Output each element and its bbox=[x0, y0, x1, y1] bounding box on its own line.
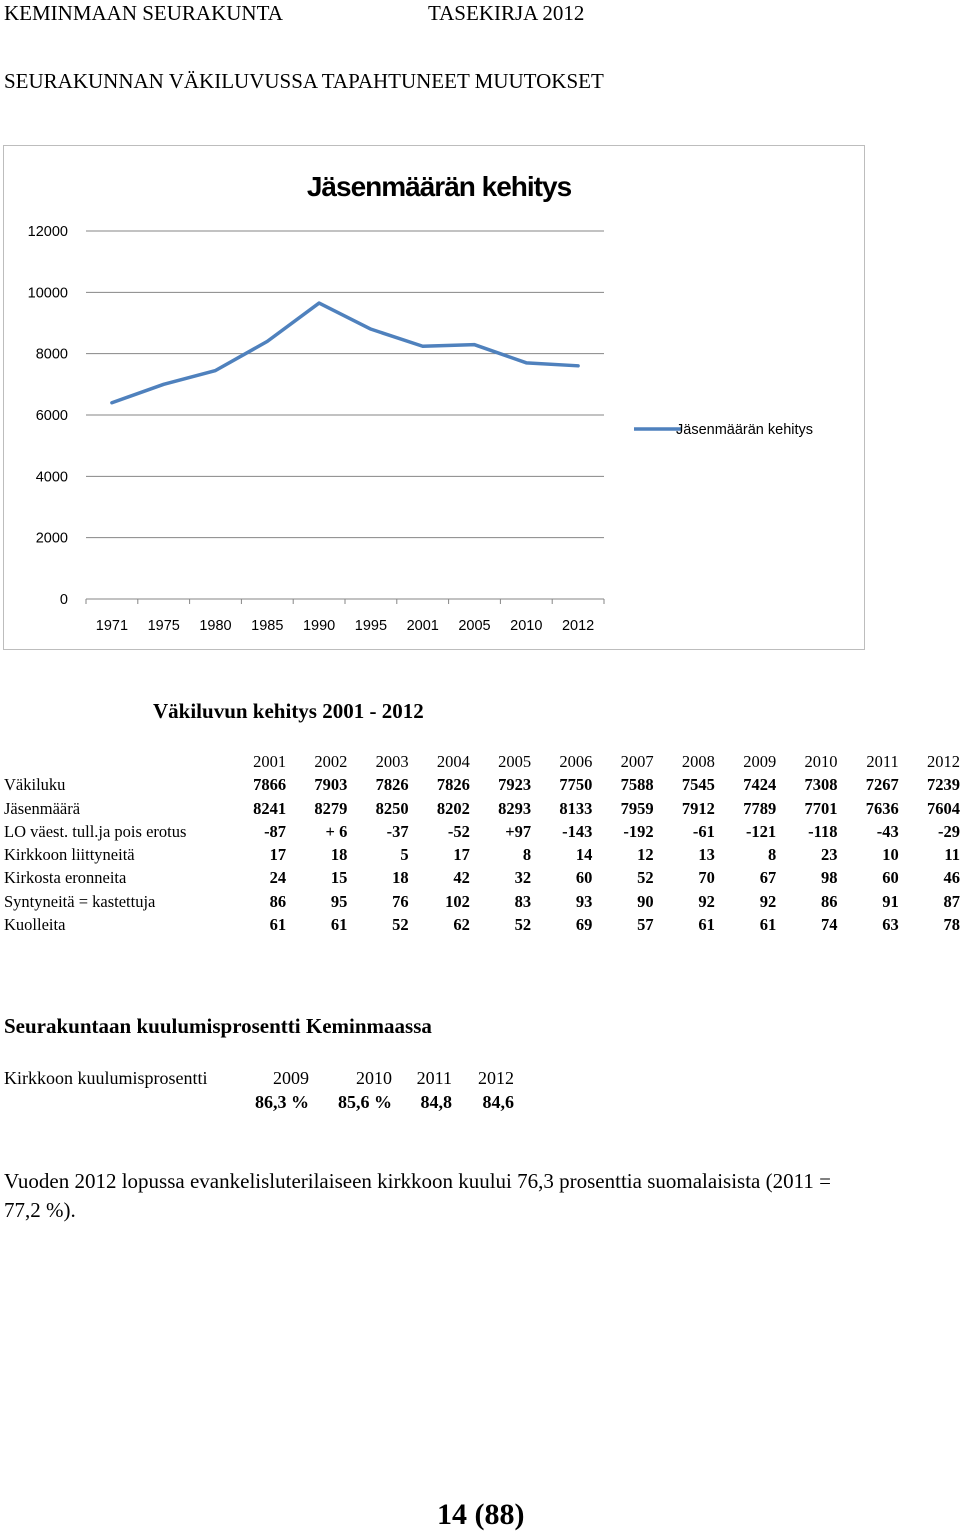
row-value: -121 bbox=[745, 821, 777, 841]
row-value: 78 bbox=[943, 915, 960, 935]
table-row bbox=[4, 866, 960, 889]
row-value: 52 bbox=[637, 868, 654, 888]
row-value: 92 bbox=[759, 891, 777, 911]
membership-year: 2009 bbox=[273, 1068, 309, 1088]
row-label: Kirkosta eronneita bbox=[4, 868, 127, 888]
row-value: 95 bbox=[330, 891, 348, 911]
membership-title: Seurakuntaan kuulumisprosentti Keminmaassa bbox=[4, 1014, 432, 1038]
document-title: TASEKIRJA 2012 bbox=[428, 1, 585, 25]
row-value: 52 bbox=[514, 915, 532, 935]
year-header: 2006 bbox=[559, 752, 593, 771]
table-row bbox=[4, 773, 960, 796]
row-value: 60 bbox=[882, 868, 899, 888]
row-value: 7267 bbox=[865, 775, 899, 795]
row-value: 67 bbox=[759, 868, 777, 888]
x-tick-label: 2012 bbox=[561, 618, 595, 634]
row-value: 7588 bbox=[620, 775, 654, 795]
row-value: 10 bbox=[882, 845, 899, 865]
membership-value: 84,8 bbox=[420, 1092, 452, 1112]
row-value: 52 bbox=[392, 915, 409, 935]
row-value: 7604 bbox=[927, 798, 960, 818]
row-value: 7959 bbox=[620, 798, 654, 818]
chart-title: Jäsenmäärän kehitys bbox=[306, 171, 572, 202]
table-row bbox=[4, 890, 960, 913]
row-value: 7903 bbox=[314, 775, 348, 795]
page-number: 14 (88) bbox=[437, 1498, 525, 1531]
row-value: 13 bbox=[698, 845, 715, 865]
row-value: 46 bbox=[943, 868, 960, 888]
membership-year: 2011 bbox=[416, 1068, 452, 1088]
row-value: 102 bbox=[445, 891, 470, 911]
population-table bbox=[4, 750, 960, 936]
row-value: 61 bbox=[698, 915, 715, 935]
year-header: 2007 bbox=[620, 752, 654, 771]
row-value: 76 bbox=[392, 891, 409, 911]
y-tick-label: 4000 bbox=[35, 469, 68, 486]
y-tick-label: 12000 bbox=[27, 224, 68, 240]
row-value: 17 bbox=[269, 845, 287, 865]
row-value: 42 bbox=[453, 868, 470, 888]
row-value: 8250 bbox=[375, 798, 409, 818]
row-value: 7826 bbox=[375, 775, 409, 795]
row-label: Kuolleita bbox=[4, 915, 66, 935]
row-label: LO väest. tull.ja pois erotus bbox=[4, 821, 187, 841]
row-label: Kirkkoon liittyneitä bbox=[4, 845, 135, 865]
year-header: 2012 bbox=[927, 752, 960, 771]
membership-year: 2012 bbox=[478, 1068, 514, 1088]
table-header-row bbox=[4, 750, 960, 773]
y-tick-label: 6000 bbox=[35, 408, 68, 424]
y-tick-label: 8000 bbox=[35, 346, 68, 363]
x-tick-label: 1975 bbox=[147, 618, 180, 634]
row-value: -37 bbox=[386, 821, 409, 841]
row-value: 7545 bbox=[681, 775, 715, 795]
x-tick-label: 1990 bbox=[302, 618, 336, 634]
row-value: + 6 bbox=[325, 821, 348, 841]
table-row bbox=[4, 913, 960, 936]
row-value: 7826 bbox=[436, 775, 470, 795]
row-value: 7923 bbox=[498, 775, 532, 795]
row-value: 74 bbox=[820, 915, 838, 935]
legend-label: Jäsenmäärän kehitys bbox=[676, 422, 814, 438]
row-value: 86 bbox=[269, 891, 287, 911]
row-value: 91 bbox=[882, 891, 899, 911]
row-value: 7424 bbox=[743, 775, 777, 795]
row-value: 8 bbox=[522, 845, 532, 865]
table-row bbox=[4, 843, 960, 866]
row-value: 90 bbox=[637, 891, 654, 911]
row-value: -192 bbox=[623, 821, 654, 841]
y-tick-label: 2000 bbox=[35, 530, 68, 547]
row-label: Jäsenmäärä bbox=[4, 798, 81, 818]
row-value: 8241 bbox=[253, 798, 287, 818]
row-value: 86 bbox=[820, 891, 838, 911]
row-value: -52 bbox=[447, 821, 470, 841]
series-line bbox=[112, 303, 578, 403]
row-value: 83 bbox=[514, 891, 532, 911]
row-value: 87 bbox=[943, 891, 960, 911]
row-value: 70 bbox=[698, 868, 715, 888]
row-value: 8293 bbox=[498, 798, 532, 818]
row-value: 62 bbox=[453, 915, 470, 935]
row-value: 7308 bbox=[804, 775, 838, 795]
paragraph-line-1: Vuoden 2012 lopussa evankelisluterilaiseen kirkkoon kuului 76,3 prosenttia suomalaisista (2011 = bbox=[4, 1169, 831, 1193]
row-value: -61 bbox=[692, 821, 715, 841]
row-value: 8279 bbox=[314, 798, 348, 818]
row-value: 7239 bbox=[927, 775, 960, 795]
year-header: 2009 bbox=[743, 752, 777, 771]
row-value: -118 bbox=[808, 821, 838, 841]
row-label: Syntyneitä = kastettuja bbox=[4, 891, 156, 911]
table-row bbox=[4, 797, 960, 820]
row-value: 17 bbox=[453, 845, 470, 865]
row-value: 57 bbox=[637, 915, 654, 935]
x-tick-label: 1995 bbox=[354, 618, 388, 634]
row-value: 18 bbox=[330, 845, 348, 865]
row-value: 8202 bbox=[436, 798, 470, 818]
row-value: 11 bbox=[944, 845, 960, 865]
row-value: 5 bbox=[400, 845, 409, 865]
row-value: 61 bbox=[759, 915, 777, 935]
row-value: 32 bbox=[514, 868, 532, 888]
membership-label: Kirkkoon kuulumisprosentti bbox=[4, 1068, 208, 1088]
year-header: 2010 bbox=[804, 752, 838, 771]
row-value: -143 bbox=[562, 821, 593, 841]
x-tick-label: 1980 bbox=[199, 618, 232, 634]
row-value: 63 bbox=[882, 915, 899, 935]
row-value: 7789 bbox=[743, 798, 777, 818]
row-value: 15 bbox=[330, 868, 348, 888]
year-header: 2008 bbox=[681, 752, 715, 771]
x-tick-label: 1985 bbox=[251, 618, 284, 634]
chart-svg bbox=[4, 146, 866, 651]
year-header: 2001 bbox=[253, 752, 287, 771]
membership-year: 2010 bbox=[356, 1068, 392, 1088]
membership-chart bbox=[3, 145, 865, 650]
row-value: 61 bbox=[330, 915, 348, 935]
row-value: 23 bbox=[820, 845, 838, 865]
row-value: -87 bbox=[264, 821, 287, 841]
membership-value: 85,6 % bbox=[338, 1092, 392, 1112]
membership-value: 84,6 bbox=[482, 1092, 514, 1112]
year-header: 2011 bbox=[866, 752, 899, 771]
row-value: 8 bbox=[767, 845, 777, 865]
row-value: 7636 bbox=[865, 798, 899, 818]
x-tick-label: 1971 bbox=[95, 618, 129, 634]
row-value: 14 bbox=[575, 845, 593, 865]
row-value: 24 bbox=[269, 868, 287, 888]
row-value: 7912 bbox=[681, 798, 715, 818]
x-tick-label: 2010 bbox=[510, 618, 543, 634]
row-value: 7701 bbox=[804, 798, 838, 818]
row-value: 18 bbox=[392, 868, 409, 888]
row-value: -29 bbox=[938, 821, 960, 841]
row-value: 69 bbox=[575, 915, 593, 935]
y-tick-label: 10000 bbox=[27, 285, 68, 302]
year-header: 2002 bbox=[314, 752, 348, 771]
row-value: 12 bbox=[637, 845, 654, 865]
row-value: 8133 bbox=[559, 798, 593, 818]
row-value: 93 bbox=[575, 891, 593, 911]
year-header: 2005 bbox=[498, 752, 532, 771]
row-value: 98 bbox=[820, 868, 838, 888]
row-value: +97 bbox=[505, 821, 532, 841]
header-corner bbox=[4, 750, 225, 773]
row-value: 7866 bbox=[253, 775, 287, 795]
paragraph-line-2: 77,2 %). bbox=[4, 1198, 76, 1222]
row-value: 61 bbox=[269, 915, 287, 935]
x-tick-label: 2001 bbox=[406, 618, 439, 634]
section-title: SEURAKUNNAN VÄKILUVUSSA TAPAHTUNEET MUUTOKSET bbox=[4, 69, 604, 93]
x-tick-label: 2005 bbox=[458, 618, 491, 634]
row-value: 7750 bbox=[559, 775, 593, 795]
row-value: -43 bbox=[876, 821, 899, 841]
year-header: 2003 bbox=[375, 752, 409, 771]
table-title: Väkiluvun kehitys 2001 - 2012 bbox=[153, 699, 424, 723]
org-name: KEMINMAAN SEURAKUNTA bbox=[4, 1, 283, 25]
year-header: 2004 bbox=[436, 752, 470, 771]
row-value: 92 bbox=[698, 891, 715, 911]
membership-value: 86,3 % bbox=[255, 1092, 309, 1112]
y-tick-label: 0 bbox=[59, 592, 68, 608]
table-row bbox=[4, 820, 960, 843]
row-label: Väkiluku bbox=[4, 775, 66, 795]
row-value: 60 bbox=[575, 868, 593, 888]
